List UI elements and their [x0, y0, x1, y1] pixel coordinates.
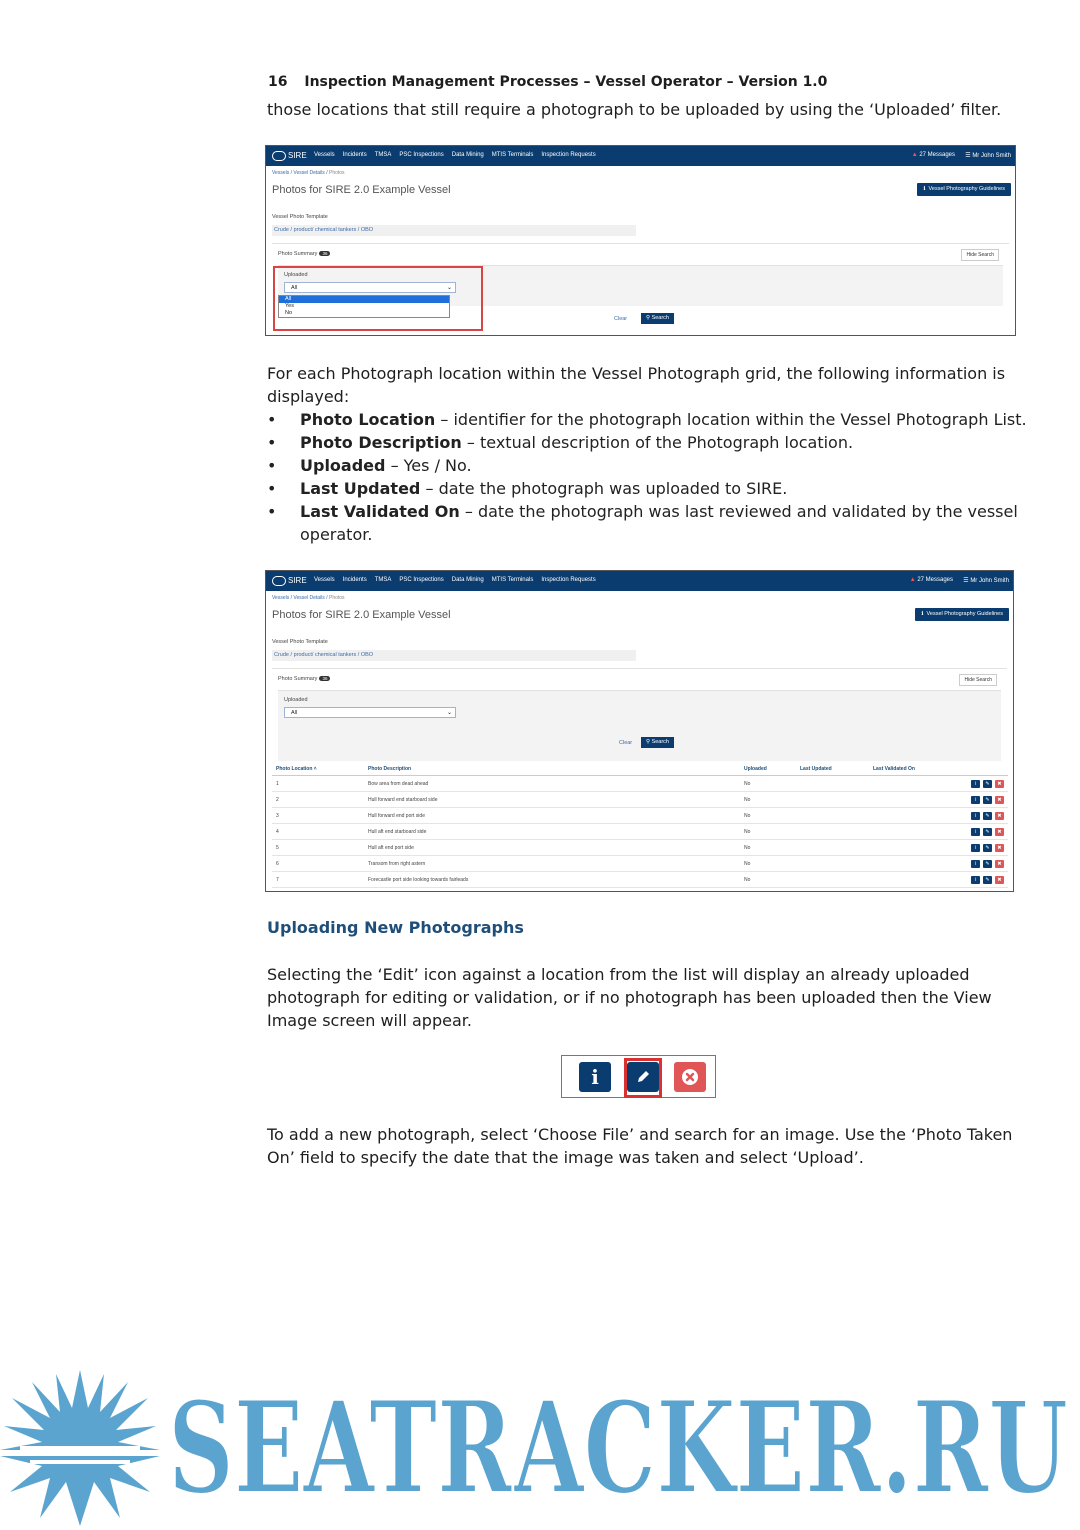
photo-grid	[272, 763, 1008, 888]
nav-mtis-terminals[interactable]: MTIS Terminals	[491, 152, 534, 158]
watermark-text: SEATRACKER.RU	[168, 1374, 1068, 1522]
sire-logo-icon	[272, 151, 286, 161]
bell-icon: ▲	[909, 577, 916, 583]
nav-vessels[interactable]: Vessels	[314, 577, 335, 583]
template-label: Vessel Photo Template	[272, 214, 328, 220]
field-list	[267, 408, 1027, 546]
breadcrumb-photos: Photos	[328, 170, 345, 176]
table-row: 1 Bow area from dead ahead No i ✎ ✖	[272, 776, 1008, 792]
col-uploaded[interactable]: Uploaded	[740, 763, 796, 776]
highlight-box	[273, 266, 483, 331]
page-number: 16	[268, 74, 288, 90]
add-paragraph: To add a new photograph, select ‘Choose File’ and search for an image. Use the ‘Photo Taken On’ field to specify the date that the image was taken and select ‘Upload’.	[267, 1125, 1013, 1167]
option-no[interactable]: No	[285, 310, 293, 316]
list-item: • Last Updated – date the photograph was uploaded to SIRE.	[267, 477, 1027, 500]
delete-icon[interactable]: ✖	[995, 844, 1004, 852]
document-title: Inspection Management Processes – Vessel Operator – Version 1.0	[304, 74, 828, 90]
edit-icon[interactable]: ✎	[983, 876, 992, 884]
template-value: Crude / product/ chemical tankers / OBO	[272, 225, 636, 236]
uploaded-select[interactable]: All ⌄	[284, 707, 456, 718]
delete-icon[interactable]: ✖	[995, 780, 1004, 788]
table-row: 6 Transom from right astern No i ✎ ✖	[272, 856, 1008, 872]
breadcrumb: Vessels / Vessel Details / Photos	[272, 595, 345, 601]
table-row: 5 Hull aft end port side No i ✎ ✖	[272, 840, 1008, 856]
info-icon[interactable]: i	[971, 876, 980, 884]
option-all[interactable]: All	[279, 296, 449, 303]
breadcrumb-vessels[interactable]: Vessels	[272, 595, 290, 601]
search-button[interactable]: ⚲ Search	[641, 737, 674, 748]
messages-link[interactable]: ▲ 27 Messages	[909, 577, 953, 583]
highlight-box	[624, 1058, 662, 1098]
info-icon[interactable]: i	[971, 828, 980, 836]
edit-icon[interactable]: ✎	[983, 780, 992, 788]
template-value: Crude / product/ chemical tankers / OBO	[272, 650, 636, 661]
search-filter-panel	[278, 690, 1001, 761]
user-menu[interactable]: ☰ Mr John Smith	[963, 578, 1009, 584]
nav-data-mining[interactable]: Data Mining	[451, 152, 484, 158]
edit-icon[interactable]: ✎	[983, 828, 992, 836]
edit-paragraph: Selecting the ‘Edit’ icon against a location from the list will display an already uploaded photograph for editing or validation, or if no photograph has been uploaded then the View Image screen will appear.	[267, 965, 992, 1030]
clear-link[interactable]: Clear	[614, 316, 628, 322]
nav-inspection-requests[interactable]: Inspection Requests	[541, 577, 596, 583]
col-last-validated[interactable]: Last Validated On	[869, 763, 957, 776]
page-header	[268, 74, 827, 90]
template-label: Vessel Photo Template	[272, 639, 328, 645]
breadcrumb: Vessels / Vessel Details / Photos	[272, 170, 345, 176]
uploaded-select[interactable]: All ⌄	[284, 282, 456, 293]
breadcrumb-vessels[interactable]: Vessels	[272, 170, 290, 176]
table-row: 3 Hull forward end port side No i ✎ ✖	[272, 808, 1008, 824]
hide-search-button[interactable]: Hide Search	[959, 674, 997, 686]
info-icon[interactable]: i	[971, 812, 980, 820]
nav-incidents[interactable]: Incidents	[342, 577, 367, 583]
watermark	[0, 1370, 1080, 1526]
breadcrumb-vessel-details[interactable]: Vessel Details	[293, 595, 325, 601]
sire-logo-icon	[272, 576, 286, 586]
info-icon[interactable]: i	[971, 796, 980, 804]
table-row: 7 Forecastle port side looking towards fairleads No i ✎ ✖	[272, 872, 1008, 888]
delete-icon[interactable]: ✖	[995, 860, 1004, 868]
delete-icon[interactable]	[674, 1062, 706, 1092]
info-icon[interactable]: i	[971, 780, 980, 788]
screenshot-filter	[265, 145, 1016, 336]
photo-summary-label: Photo Summary 36	[278, 676, 330, 682]
photo-summary-label: Photo Summary 36	[278, 251, 330, 257]
nav-incidents[interactable]: Incidents	[342, 152, 367, 158]
col-photo-location[interactable]: Photo Location ˄	[272, 763, 364, 776]
photo-summary-panel	[272, 668, 1007, 761]
guidelines-button[interactable]: ℹ Vessel Photography Guidelines	[915, 608, 1009, 621]
info-icon[interactable]: i	[971, 860, 980, 868]
nav-tmsa[interactable]: TMSA	[374, 577, 392, 583]
page-title: Photos for SIRE 2.0 Example Vessel	[272, 609, 451, 621]
search-button[interactable]: ⚲ Search	[641, 313, 674, 324]
chevron-down-icon: ⌄	[446, 285, 452, 291]
info-icon[interactable]: i	[971, 844, 980, 852]
user-menu[interactable]: ☰ Mr John Smith	[965, 153, 1011, 159]
edit-icon[interactable]: ✎	[983, 844, 992, 852]
list-item: • Last Validated On – date the photograph was last reviewed and validated by the vessel operator.	[267, 500, 1027, 546]
table-row: 4 Hull aft end starboard side No i ✎ ✖	[272, 824, 1008, 840]
col-photo-description[interactable]: Photo Description	[364, 763, 740, 776]
nav-mtis-terminals[interactable]: MTIS Terminals	[491, 577, 534, 583]
breadcrumb-photos: Photos	[328, 595, 345, 601]
hide-search-button[interactable]: Hide Search	[961, 249, 999, 261]
table-row: 2 Hull forward end starboard side No i ✎ ✖	[272, 792, 1008, 808]
nav-tmsa[interactable]: TMSA	[374, 152, 392, 158]
delete-icon[interactable]: ✖	[995, 828, 1004, 836]
section-heading: Uploading New Photographs	[267, 918, 524, 937]
sun-logo-icon	[0, 1370, 160, 1526]
clear-link[interactable]: Clear	[619, 740, 633, 746]
app-navbar	[266, 146, 1015, 166]
delete-icon[interactable]: ✖	[995, 796, 1004, 804]
nav-data-mining[interactable]: Data Mining	[451, 577, 484, 583]
list-item: • Photo Location – identifier for the photograph location within the Vessel Photograph List.	[267, 408, 1027, 431]
action-icons-example	[561, 1055, 716, 1098]
edit-icon[interactable]: ✎	[983, 812, 992, 820]
delete-icon[interactable]: ✖	[995, 812, 1004, 820]
guidelines-button[interactable]: ℹ Vessel Photography Guidelines	[917, 183, 1011, 196]
delete-icon[interactable]: ✖	[995, 876, 1004, 884]
photo-count-badge: 36	[319, 676, 330, 681]
info-icon[interactable]: i	[579, 1062, 611, 1092]
edit-icon[interactable]: ✎	[983, 796, 992, 804]
nav-psc-inspections[interactable]: PSC Inspections	[399, 577, 444, 583]
messages-link[interactable]: ▲ 27 Messages	[911, 152, 955, 158]
page-title: Photos for SIRE 2.0 Example Vessel	[272, 184, 451, 196]
chevron-down-icon: ⌄	[446, 710, 452, 716]
screenshot-grid	[265, 570, 1014, 892]
info-paragraph: For each Photograph location within the Vessel Photograph grid, the following information is displayed:	[267, 364, 1006, 406]
uploaded-label: Uploaded	[284, 697, 308, 703]
nav-inspection-requests[interactable]: Inspection Requests	[541, 152, 596, 158]
list-item: • Uploaded – Yes / No.	[267, 454, 1027, 477]
nav-psc-inspections[interactable]: PSC Inspections	[399, 152, 444, 158]
intro-paragraph: those locations that still require a photograph to be uploaded by using the ‘Uploaded’ filter.	[267, 100, 1002, 119]
photo-count-badge: 36	[319, 251, 330, 256]
uploaded-label: Uploaded	[284, 272, 308, 278]
list-item: • Photo Description – textual description of the Photograph location.	[267, 431, 1027, 454]
col-last-updated[interactable]: Last Updated	[796, 763, 869, 776]
bell-icon: ▲	[911, 152, 918, 158]
edit-icon[interactable]: ✎	[983, 860, 992, 868]
nav-vessels[interactable]: Vessels	[314, 152, 335, 158]
app-navbar	[266, 571, 1013, 591]
app-brand: SIRE	[288, 576, 307, 585]
breadcrumb-vessel-details[interactable]: Vessel Details	[293, 170, 325, 176]
app-brand: SIRE	[288, 151, 307, 160]
col-actions	[957, 763, 1008, 776]
option-yes[interactable]: Yes	[285, 303, 294, 309]
